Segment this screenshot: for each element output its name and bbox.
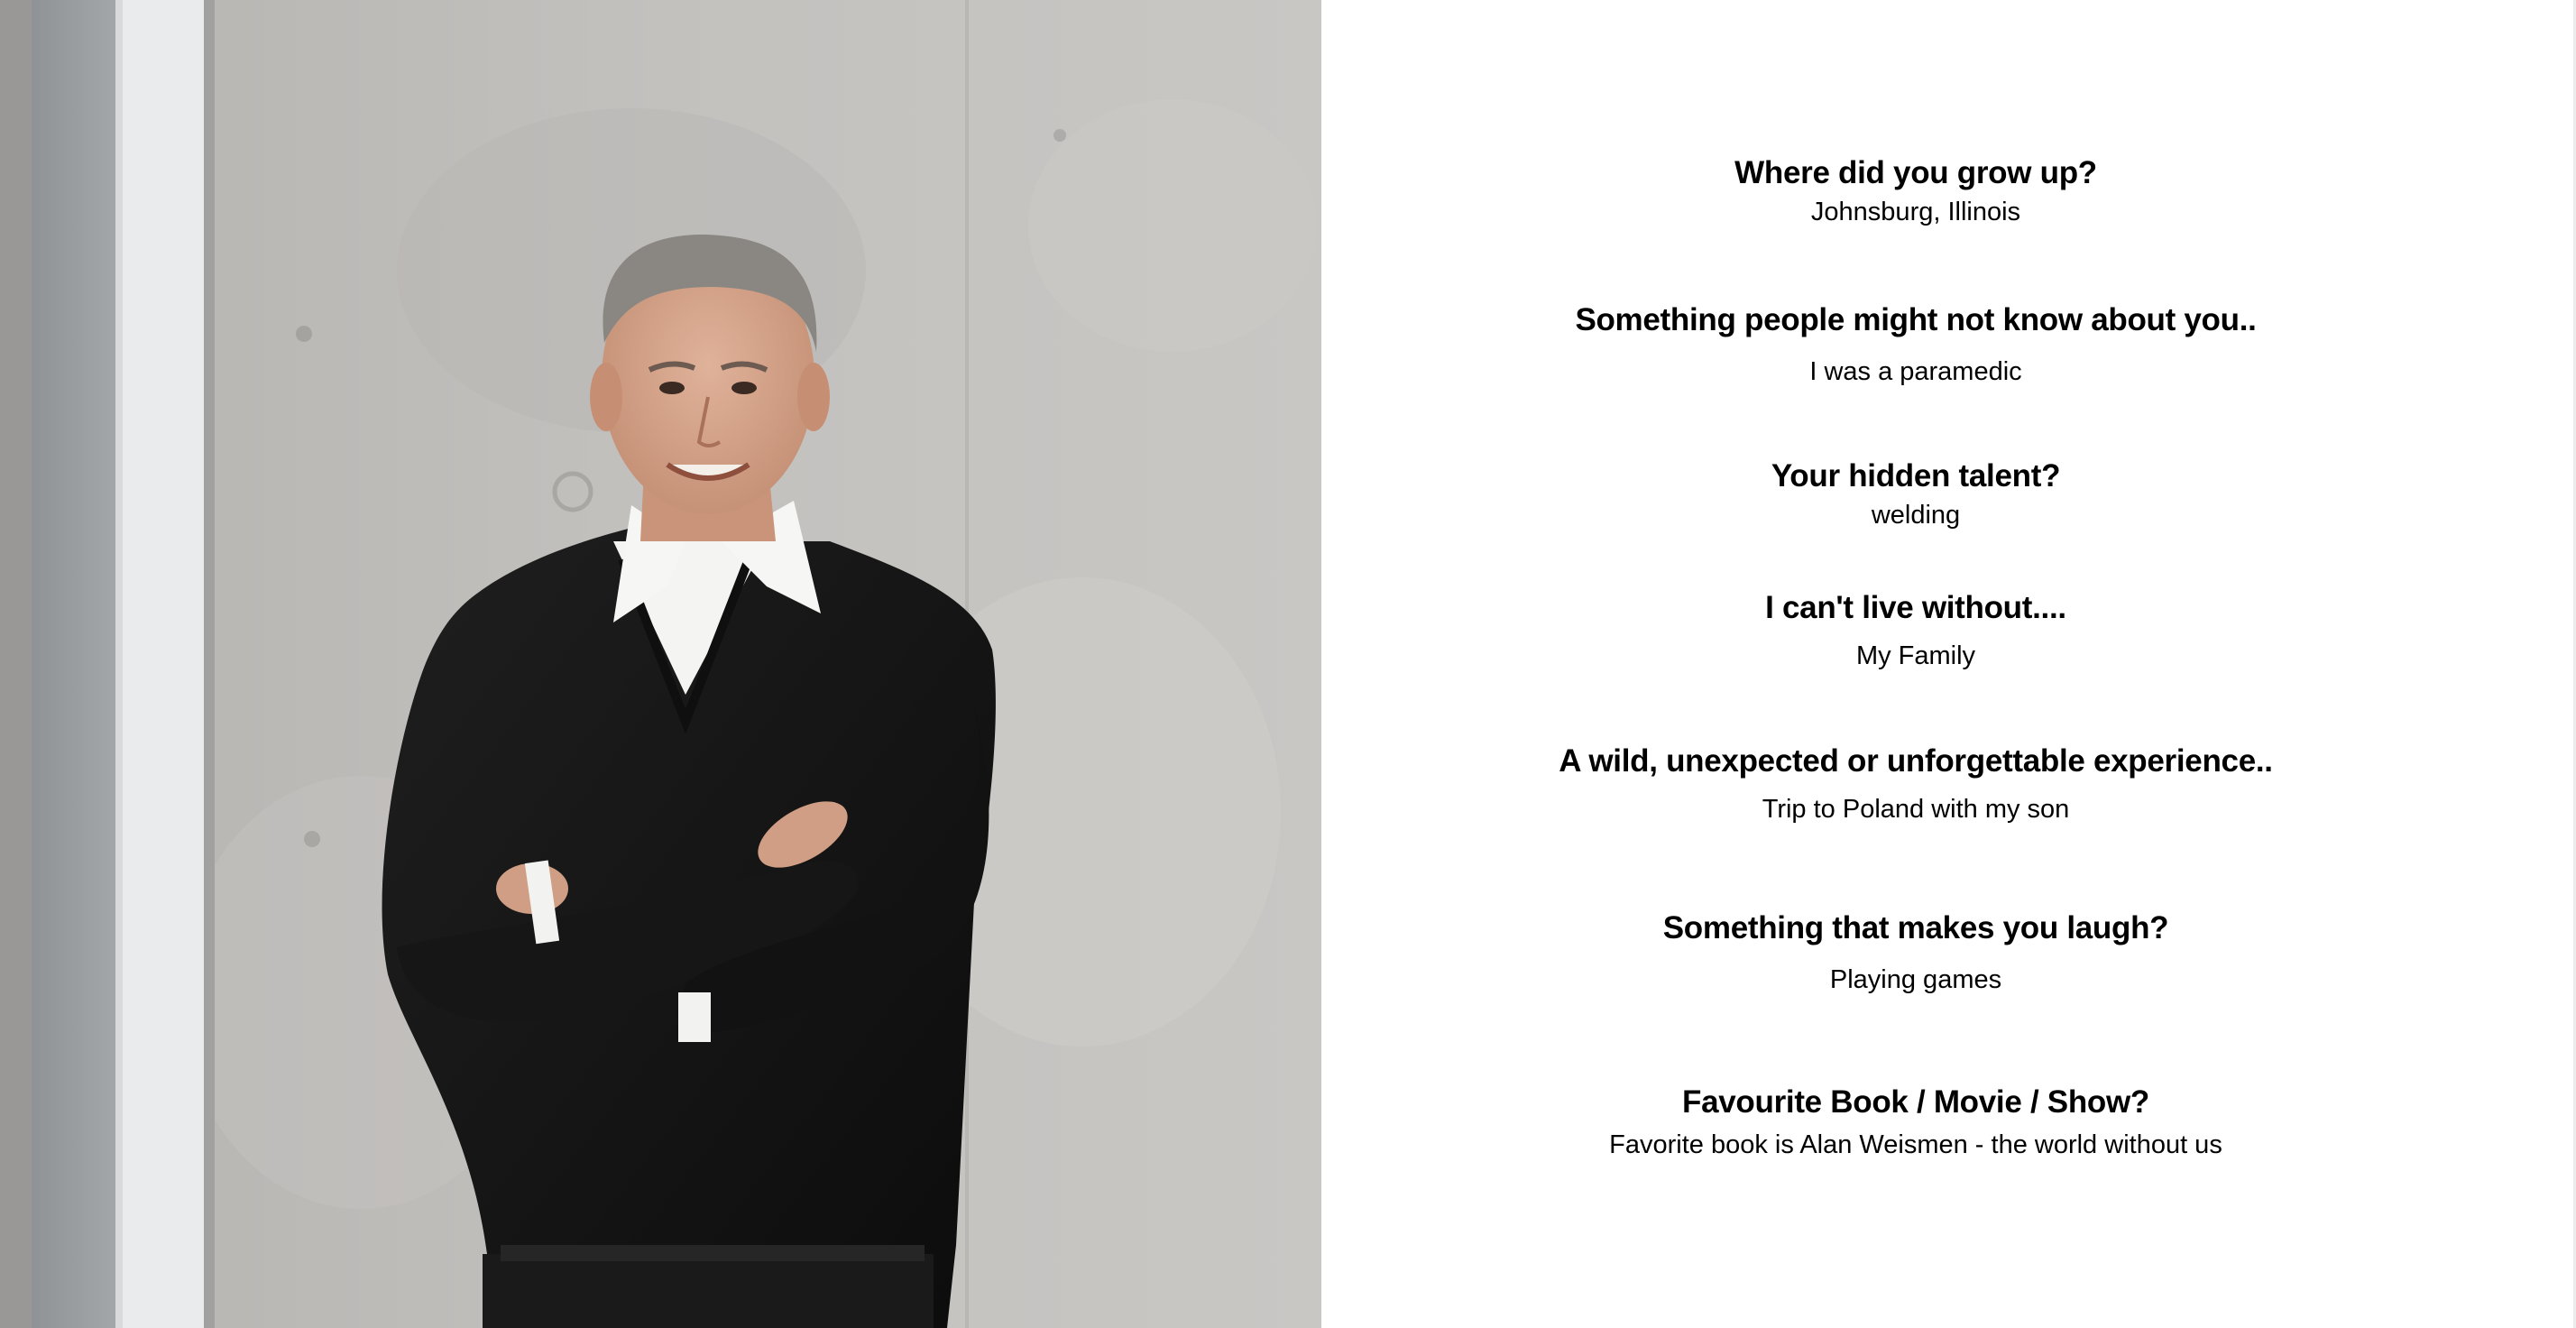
- qa-item-favourite: [1321, 1084, 2510, 1161]
- qa-item-cant-live-without: [1321, 589, 2510, 672]
- qa-item-laugh: [1321, 909, 2510, 996]
- answer-text: Johnsburg, Illinois: [1810, 198, 2021, 226]
- question-text: Something people might not know about you..: [1575, 302, 2257, 337]
- qa-item-experience: [1321, 742, 2510, 825]
- question-text: Where did you grow up?: [1734, 155, 2097, 190]
- question-text: I can't live without....: [1765, 590, 2066, 625]
- answer-text: My Family: [1855, 641, 1976, 670]
- answer-text: Trip to Poland with my son: [1762, 795, 2070, 824]
- qa-item-hidden-talent: [1321, 457, 2510, 531]
- qa-item-unknown-fact: [1321, 301, 2510, 388]
- answer-text: Playing games: [1829, 965, 2002, 994]
- answer-text: welding: [1871, 501, 1961, 530]
- question-text: Something that makes you laugh?: [1662, 910, 2169, 945]
- question-text: Favourite Book / Movie / Show?: [1682, 1084, 2149, 1120]
- answer-text: I was a paramedic: [1809, 357, 2022, 386]
- answer-text: Favorite book is Alan Weismen - the world without us: [1609, 1130, 2222, 1159]
- qa-panel: [1321, 0, 2576, 1328]
- qa-item-grow-up: [1321, 154, 2510, 228]
- question-text: Your hidden talent?: [1771, 458, 2061, 493]
- question-text: A wild, unexpected or unforgettable experience..: [1559, 743, 2273, 779]
